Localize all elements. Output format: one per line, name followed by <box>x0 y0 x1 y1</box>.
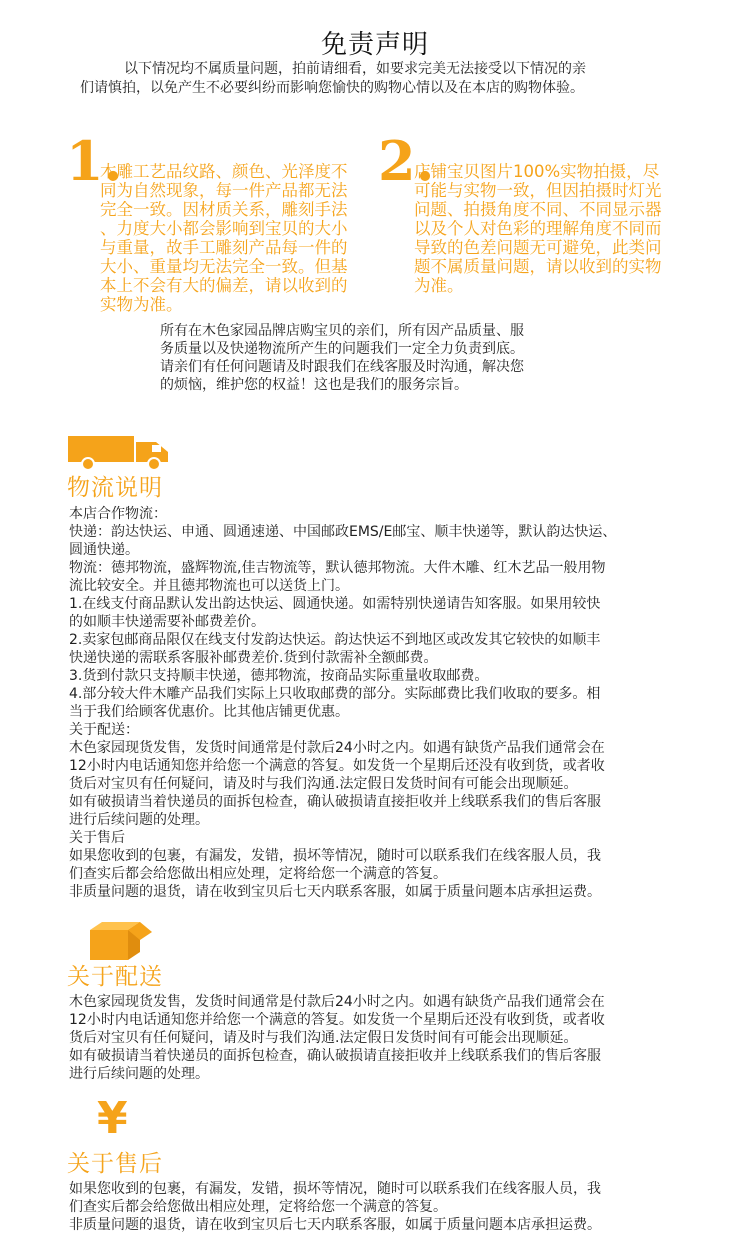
text-line: 2.卖家包邮商品限仅在线支付发韵达快运。韵达快运不到地区或改发其它较快的如顺丰 <box>69 632 601 648</box>
text-line: 进行后续问题的处理。 <box>69 1066 209 1082</box>
intro-text <box>80 60 680 98</box>
notice-line: 所有在木色家园品牌店购宝贝的亲们，所有因产品质量、服 <box>160 323 524 339</box>
point-line: 店铺宝贝图片100%实物拍摄，尽 <box>414 162 660 181</box>
notice-line: 务质量以及快递物流所产生的问题我们一定全力负责到底。 <box>160 341 524 357</box>
notice-line: 的烦恼，维护您的权益！这也是我们的服务宗旨。 <box>160 377 468 393</box>
text-line: 流比较安全。并且德邦物流也可以送货上门。 <box>69 578 349 594</box>
text-line: 如有破损请当着快递员的面拆包检查，确认破损请直接拒收并上线联系我们的售后客服 <box>69 794 601 810</box>
yen-icon: ¥ <box>97 1093 128 1144</box>
text-line: 关于售后 <box>69 830 125 846</box>
text-line: 的如顺丰快递需要补邮费差价。 <box>69 614 265 630</box>
point-line: 以及个人对色彩的理解角度不同而 <box>414 219 662 238</box>
text-line: 关于配送： <box>69 722 139 738</box>
text-line: 4.部分较大件木雕产品我们实际上只收取邮费的部分。实际邮费比我们收取的要多。相 <box>69 686 601 702</box>
text-line: 货后对宝贝有任何疑问，请及时与我们沟通.法定假日发货时间有可能会出现顺延。 <box>69 1030 578 1046</box>
page-title: 免责声明 <box>320 30 429 60</box>
text-line: 们查实后都会给您做出相应处理，定将给您一个满意的答复。 <box>69 1199 447 1215</box>
point-line: 实物为准。 <box>100 295 183 314</box>
point-1-text <box>100 162 380 314</box>
aftersale-text <box>69 1180 689 1234</box>
text-line: 3.货到付款只支持顺丰快递，德邦物流，按商品实际重量收取邮费。 <box>69 668 489 684</box>
point-line: 问题、拍摄角度不同、不同显示器 <box>414 200 662 219</box>
text-line: 货后对宝贝有任何疑问，请及时与我们沟通.法定假日发货时间有可能会出现顺延。 <box>69 776 578 792</box>
text-line: 非质量问题的退货，请在收到宝贝后七天内联系客服，如属于质量问题本店承担运费。 <box>69 1217 601 1233</box>
point-line: 导致的色差问题无可避免，此类问 <box>414 238 662 257</box>
text-line: 圆通快递。 <box>69 542 139 558</box>
text-line: 物流：德邦物流，盛辉物流,佳吉物流等，默认德邦物流。大件木雕、红木艺品一般用物 <box>69 560 606 576</box>
text-line: 快递快递的需联系客服补邮费差价.货到付款需补全额邮费。 <box>69 650 438 666</box>
point-number: 1. <box>66 129 123 193</box>
point-number: 2. <box>378 129 435 193</box>
point-line: 题不属质量问题，请以收到的实物 <box>414 257 662 276</box>
text-line: 12小时内电话通知您并给您一个满意的答复。如发货一个星期后还没有收到货，或者收 <box>69 1012 605 1028</box>
text-line: 们查实后都会给您做出相应处理，定将给您一个满意的答复。 <box>69 866 447 882</box>
text-line: 非质量问题的退货，请在收到宝贝后七天内联系客服，如属于质量问题本店承担运费。 <box>69 884 601 900</box>
point-line: 木雕工艺品纹路、颜色、光泽度不 <box>100 162 348 181</box>
text-line: 进行后续问题的处理。 <box>69 812 209 828</box>
text-line: 快递：韵达快运、申通、圆通速递、中国邮政EMS/E邮宝、顺丰快递等，默认韵达快运、 <box>69 524 617 540</box>
point-line: 本上不会有大的偏差，请以收到的 <box>100 276 348 295</box>
text-line: 本店合作物流： <box>69 506 167 522</box>
point-line: 、力度大小都会影响到宝贝的大小 <box>100 219 348 238</box>
logistics-title: 物流说明 <box>67 475 163 501</box>
logistics-text <box>69 505 689 901</box>
text-line: 当于我们给顾客优惠价。比其他店铺更优惠。 <box>69 704 349 720</box>
point-line: 与重量，故手工雕刻产品每一件的 <box>100 238 348 257</box>
text-line: 如有破损请当着快递员的面拆包检查，确认破损请直接拒收并上线联系我们的售后客服 <box>69 1048 601 1064</box>
aftersale-title: 关于售后 <box>67 1151 163 1177</box>
intro-line: 以下情况均不属质量问题，拍前请细看，如要求完美无法接受以下情况的亲 <box>124 61 586 77</box>
delivery-text <box>69 993 689 1083</box>
point-line: 同为自然现象，每一件产品都无法 <box>100 181 348 200</box>
service-notice <box>160 322 590 394</box>
text-line: 如果您收到的包裹，有漏发，发错，损坏等情况，随时可以联系我们在线客服人员，我 <box>69 1181 601 1197</box>
delivery-title: 关于配送 <box>67 964 163 990</box>
text-line: 木色家园现货发售，发货时间通常是付款后24小时之内。如遇有缺货产品我们通常会在 <box>69 740 605 756</box>
text-line: 木色家园现货发售，发货时间通常是付款后24小时之内。如遇有缺货产品我们通常会在 <box>69 994 605 1010</box>
point-line: 可能与实物一致，但因拍摄时灯光 <box>414 181 662 200</box>
intro-line: 们请慎拍，以免产生不必要纠纷而影响您愉快的购物心情以及在本店的购物体验。 <box>80 80 584 96</box>
text-line: 如果您收到的包裹，有漏发，发错，损坏等情况，随时可以联系我们在线客服人员，我 <box>69 848 601 864</box>
notice-line: 请亲们有任何问题请及时跟我们在线客服及时沟通，解决您 <box>160 359 524 375</box>
point-line: 为准。 <box>414 276 464 295</box>
point-line: 大小、重量均无法完全一致。但基 <box>100 257 348 276</box>
point-2-text <box>414 162 694 295</box>
point-line: 完全一致。因材质关系，雕刻手法 <box>100 200 348 219</box>
text-line: 12小时内电话通知您并给您一个满意的答复。如发货一个星期后还没有收到货，或者收 <box>69 758 605 774</box>
text-line: 1.在线支付商品默认发出韵达快运、圆通快递。如需特别快递请告知客服。如果用较快 <box>69 596 601 612</box>
